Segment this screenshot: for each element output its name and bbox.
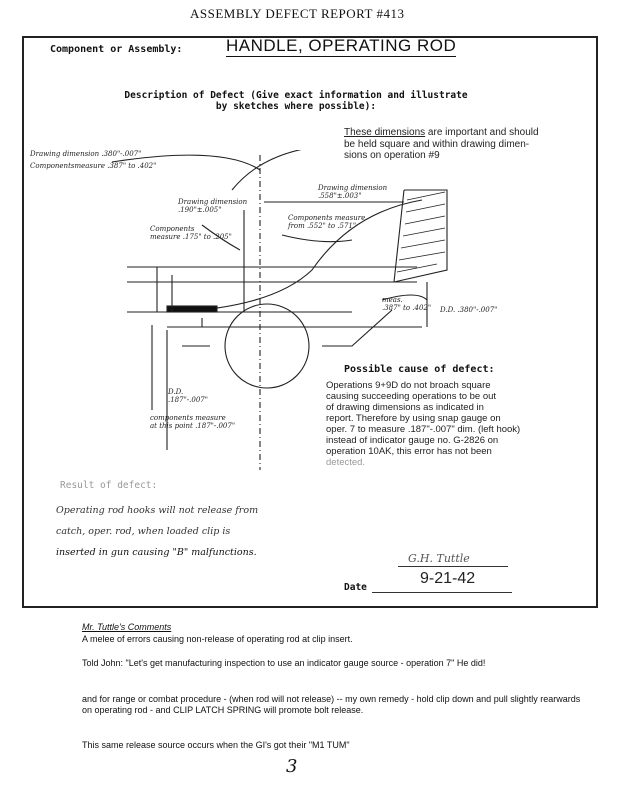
- dim-low-1b: .187"-.007": [168, 396, 208, 404]
- sketch-note-line2: be held square and within drawing dimen-: [344, 138, 530, 150]
- dim-top-1a: Drawing dimension: [318, 184, 388, 192]
- dim-left-1: Drawing dimension .380"-.007": [30, 150, 142, 158]
- dim-low-2: [150, 414, 235, 430]
- dim-mid-1: [178, 198, 247, 214]
- sketch-note-line3: sions on operation #9: [344, 150, 440, 161]
- sketch-note-underlined: These dimensions: [344, 127, 426, 138]
- dim-top-1b: .558"±.003": [318, 192, 362, 200]
- component-label: Component or Assembly:: [50, 44, 183, 55]
- dim-low-2a: components measure: [150, 414, 226, 422]
- possible-cause-title: Possible cause of defect:: [344, 364, 495, 375]
- result-line-2: catch, oper. rod, when loaded clip is: [56, 526, 231, 537]
- dim-mid-2a: Components: [150, 225, 195, 233]
- dim-right-b: .387" to .402": [382, 304, 432, 312]
- cause-line-7: operation 10AK, this error has not been: [326, 446, 492, 457]
- result-label: Result of defect:: [60, 480, 158, 491]
- report-header: ASSEMBLY DEFECT REPORT #413: [190, 6, 405, 21]
- possible-cause-text: [326, 380, 592, 468]
- cause-line-6: instead of indicator gauge no. G-2826 on: [326, 435, 499, 446]
- dim-mid-2b: measure .175" to .205": [150, 233, 232, 241]
- dim-mid-1b: .190"±.005": [178, 206, 222, 214]
- comments-title: Mr. Tuttle's Comments: [82, 622, 172, 632]
- component-value: HANDLE, OPERATING ROD: [226, 36, 457, 55]
- date-line: [372, 592, 512, 593]
- dim-right-meas: [382, 296, 431, 312]
- description-label: [86, 90, 506, 112]
- comments-p2: Told John: "Let's get manufacturing inspection to use an indicator gauge source - operation 7" He did!: [82, 658, 486, 668]
- result-text: [56, 500, 258, 563]
- dim-mid-2: [150, 225, 232, 241]
- description-label-line2: by sketches where possible):: [215, 101, 377, 112]
- cause-line-4: report. Therefore by using snap gauge on: [326, 413, 501, 424]
- dim-mid-1a: Drawing dimension: [178, 198, 248, 206]
- cause-line-5: oper. 7 to measure .187"-.007" dim. (left hook): [326, 424, 521, 435]
- dim-low-1: [168, 388, 208, 404]
- dim-left-2: Componentsmeasure .387" to .402": [30, 162, 157, 170]
- result-line-1: Operating rod hooks will not release from: [56, 505, 259, 516]
- dim-low-1a: D.D.: [168, 388, 184, 396]
- date-label: Date: [344, 582, 367, 593]
- dim-top-1: [318, 184, 387, 200]
- signature-line: [398, 566, 508, 567]
- cause-line-3: of drawing dimensions as indicated in: [326, 402, 484, 413]
- dim-top-2a: Components measure: [288, 214, 366, 222]
- date-value: 9-21-42: [420, 570, 476, 587]
- comments-p1: A melee of errors causing non-release of operating rod at clip insert.: [82, 634, 353, 644]
- description-label-line1: Description of Defect (Give exact information and illustrate: [124, 90, 468, 101]
- comments-p4: This same release source occurs when the GI's got their "M1 TUM": [82, 740, 350, 750]
- signature: G.H. Tuttle: [408, 552, 470, 565]
- page-number: 3: [286, 756, 298, 777]
- sketch-note-rest: are important and should: [425, 127, 539, 138]
- dim-low-2b: at this point .187"-.007": [150, 422, 236, 430]
- cause-line-1: Operations 9+9D do not broach square: [326, 380, 491, 391]
- result-line-3: inserted in gun causing "B" malfunctions.: [56, 547, 257, 558]
- dim-top-2b: from .552" to .571": [288, 222, 357, 230]
- dim-top-2: [288, 214, 365, 230]
- dim-right-a: meas.: [382, 296, 403, 304]
- dim-right-c: D.D. .380"-.007": [440, 306, 498, 314]
- cause-line-8: detected.: [326, 457, 366, 468]
- cause-line-2: causing succeeding operations to be out: [326, 391, 497, 402]
- comments-p3: and for range or combat procedure - (when rod will not release) -- my own remedy - hold clip down and pull slightly rearwards on operating rod - and CLIP LATCH SPRING will promote bolt release.: [82, 694, 581, 715]
